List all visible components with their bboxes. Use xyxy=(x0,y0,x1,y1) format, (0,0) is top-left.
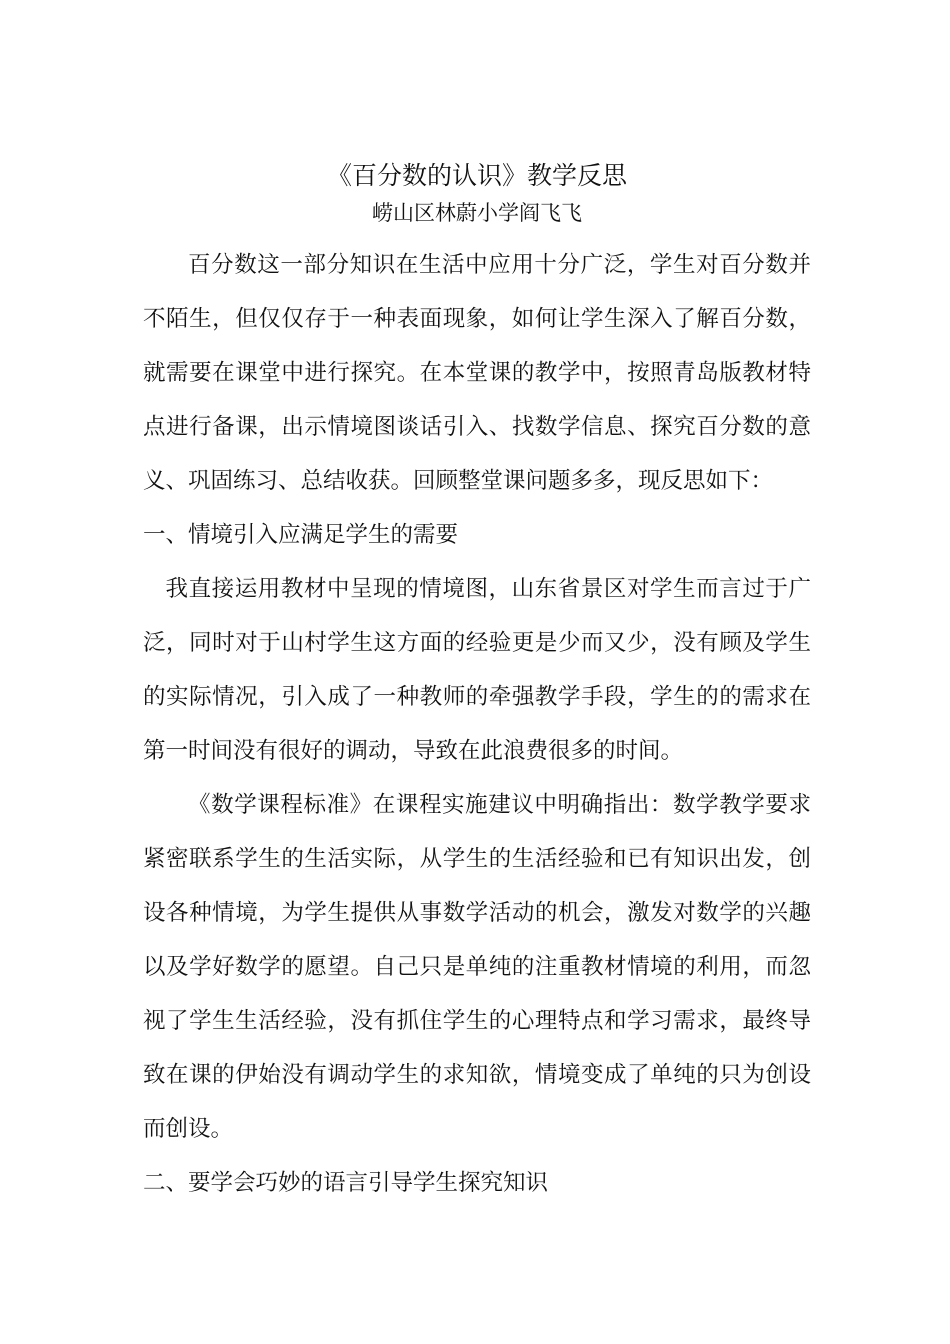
section-2-heading: 二、要学会巧妙的语言引导学生探究知识 xyxy=(143,1170,549,1196)
section-1-paragraph-2: 《数学课程标准》在课程实施建议中明确指出：数学教学要求紧密联系学生的生活实际，从学生的生活经验和已有知识出发，创设各种情境，为学生提供从事数学活动的机会，激发对数学的兴趣以及学好数学的愿望。自己只是单纯的注重教材情境的利用，而忽视了学生生活经验，没有抓住学生的心理特点和学习需求，最终导致在课的伊始没有调动学生的求知欲，情境变成了单纯的只为创设而创设。 xyxy=(143,792,811,1142)
section-1-paragraph-1: 我直接运用教材中呈现的情境图，山东省景区对学生而言过于广泛，同时对于山村学生这方面的经验更是少而又少，没有顾及学生的实际情况，引入成了一种教师的牵强教学手段，学生的的需求在第一时间没有很好的调动，导致在此浪费很多的时间。 xyxy=(143,576,811,764)
document-title: 《百分数的认识》教学反思 xyxy=(326,161,627,190)
document-page xyxy=(143,158,811,1210)
section-1-heading: 一、情境引入应满足学生的需要 xyxy=(143,522,459,548)
author-line: 崂山区林蔚小学阎飞飞 xyxy=(372,201,582,225)
intro-paragraph: 百分数这一部分知识在生活中应用十分广泛，学生对百分数并不陌生，但仅仅存于一种表面现象，如何让学生深入了解百分数，就需要在课堂中进行探究。在本堂课的教学中，按照青岛版教材特点进行备课，出示情境图谈话引入、找数学信息、探究百分数的意义、巩固练习、总结收获。回顾整堂课问题多多，现反思如下： xyxy=(143,252,811,494)
